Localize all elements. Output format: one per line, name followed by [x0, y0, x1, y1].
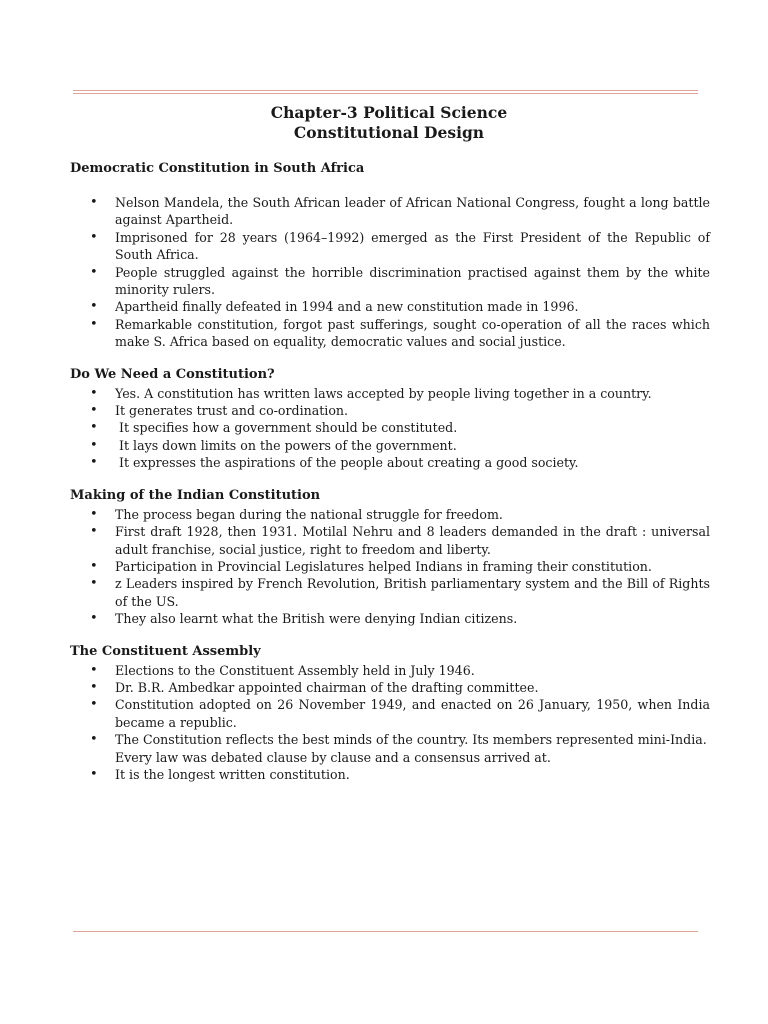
- section-heading: Democratic Constitution in South Africa: [70, 161, 365, 176]
- section-heading: Making of the Indian Constitution: [70, 487, 321, 503]
- list-item: • It generates trust and co-ordination.: [90, 403, 349, 419]
- list-item: • Imprisoned for 28 years (1964–1992) emerged as the First President of the Republic of South Africa.: [90, 229, 710, 263]
- bullet-icon: •: [90, 766, 98, 782]
- list-item: • Constitution adopted on 26 November 1949, and enacted on 26 January, 1950, when India became a republic.: [90, 697, 710, 730]
- section-south-africa: [70, 159, 710, 351]
- list-item: • Apartheid finally defeated in 1994 and a new constitution made in 1996.: [90, 299, 579, 315]
- chapter-title: Chapter-3 Political Science: [270, 103, 508, 122]
- list-item: • z Leaders inspired by French Revolution, British parliamentary system and the Bill of Rights of the US.: [90, 576, 710, 609]
- list-item: • It lays down limits on the powers of the government.: [90, 437, 457, 453]
- section-constituent-assembly: [70, 642, 710, 784]
- list-item: • The process began during the national struggle for freedom.: [90, 506, 503, 522]
- bullet-icon: •: [90, 506, 98, 522]
- list-item: • Elections to the Constituent Assembly held in July 1946.: [90, 662, 475, 678]
- bullet-icon: •: [90, 385, 98, 401]
- list-item: • It expresses the aspirations of the people about creating a good society.: [90, 455, 579, 471]
- bullet-icon: •: [90, 558, 98, 574]
- page-title: [0, 103, 768, 143]
- section-heading: Do We Need a Constitution?: [70, 366, 275, 382]
- bullet-icon: •: [90, 455, 98, 471]
- bullet-list: [70, 385, 710, 472]
- bullet-icon: •: [90, 524, 98, 540]
- bullet-list: [70, 766, 710, 783]
- list-item: • People struggled against the horrible discrimination practised against them by the white minority rulers.: [90, 264, 710, 298]
- footer-rule: [73, 931, 698, 932]
- list-item: • Participation in Provincial Legislatures helped Indians in framing their constitution.: [90, 558, 652, 574]
- bullet-icon: •: [90, 316, 98, 332]
- list-item: • They also learnt what the British were denying Indian citizens.: [90, 611, 518, 627]
- bullet-icon: •: [90, 697, 98, 713]
- bullet-list: [70, 194, 710, 351]
- bullet-icon: •: [90, 611, 98, 627]
- bullet-icon: •: [90, 437, 98, 453]
- list-item: • Dr. B.R. Ambedkar appointed chairman of the drafting committee.: [90, 679, 539, 695]
- document-body: [70, 159, 710, 783]
- bullet-icon: •: [90, 403, 98, 419]
- bullet-icon: •: [90, 229, 98, 245]
- bullet-icon: •: [90, 576, 98, 592]
- list-item: • First draft 1928, then 1931. Motilal Nehru and 8 leaders demanded in the draft : universal adult franchise, social justice, right to freedom and liberty.: [90, 524, 710, 557]
- list-item: • The Constitution reflects the best minds of the country. Its members represented mini-India.: [90, 732, 707, 748]
- list-item: • Nelson Mandela, the South African leader of African National Congress, fought a long battle against Apartheid.: [90, 195, 710, 228]
- bullet-icon: •: [90, 264, 98, 280]
- bullet-list: [70, 506, 710, 628]
- section-making-indian-constitution: [70, 486, 710, 628]
- bullet-icon: •: [90, 420, 98, 436]
- chapter-subtitle: Constitutional Design: [293, 123, 485, 142]
- list-item: • It is the longest written constitution.: [90, 766, 350, 782]
- bullet-list: [70, 662, 710, 749]
- list-item: • Remarkable constitution, forgot past sufferings, sought co-operation of all the races which make S. Africa based on equality, democratic values and social justice.: [90, 316, 710, 350]
- bullet-icon: •: [90, 732, 98, 748]
- list-item: • It specifies how a government should be constituted.: [90, 420, 458, 436]
- bullet-icon: •: [90, 679, 98, 695]
- bullet-icon: •: [90, 662, 98, 678]
- section-heading: The Constituent Assembly: [70, 643, 261, 659]
- bullet-icon: •: [90, 195, 98, 210]
- header-rule: [73, 90, 698, 94]
- bullet-icon: •: [90, 299, 98, 315]
- list-item: • Yes. A constitution has written laws accepted by people living together in a country.: [90, 385, 652, 401]
- section-need-constitution: [70, 365, 710, 472]
- continuation-text: Every law was debated clause by clause and a consensus arrived at.: [115, 749, 551, 765]
